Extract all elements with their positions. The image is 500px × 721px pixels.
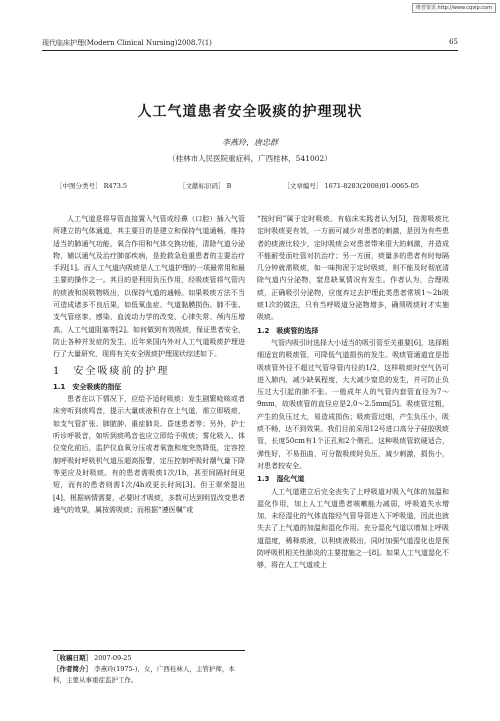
- received-label: ［收稿日期］: [53, 654, 92, 662]
- section-heading-1: 1 安全吸痰前的护理: [53, 365, 170, 377]
- author-bio: [53, 664, 245, 686]
- page-number: 65: [449, 38, 458, 46]
- subsection-heading-1-2: 1.2 吸痰管的选择: [257, 326, 319, 335]
- watermark-stamp: 维普资讯 http://www.cqvip.com: [412, 3, 496, 13]
- author-bio-label: ［作者简介］: [53, 665, 92, 673]
- footnote: [53, 650, 245, 686]
- author-bio-value: 李燕玲(1975-)，女，广西桂林人，主管护师，本科，主要从事重症监护工作。: [53, 665, 235, 684]
- paragraph-1-2: 气管内吸引时选择大小适当的吸引管至关重要[6]，选择粗细适宜的吸痰管，可降低气道损伤的发生。吸痰管通道宜是指吸痰管外径不超过气管导管内径的1/2，这样吸痰时空气仍可进入肺内，减少缺氧程度，大大减少窒息的发生，并可防止负压过大引起的肺不张。一般成年人的气管内套管直径为7～9mm，故吸痰管的直径应是2.0～2.5mm[5]。吸痰管过粗，产生的负压过大，易造成损伤；吸痰管过细，产生负压小，吸痰不畅，达不到效果。我们目前采用12号进口高分子硅胶吸痰管，长度50cm有1个正孔和2个侧孔，这种吸痰管软硬适合，弹性好，不易扭曲，可分散吸痰时负压，减少刺激，损伤小，对患者较安全。: [257, 338, 449, 470]
- paragraph-1-1: 患者在以下情况下，应给予适时吸痰：发生剧繁呛咳或者床旁听到痰鸣音，提示大量痰液积存在上气道，需立即吸痰，如支气管扩张、肺脓肿、重症肺炎、昏迷患者等；另外，护士听诊呼吸音，如听到痰鸣音也应立即给予吸痰；雾化吸入、体位变化前后，监护仪血氧分压或者氧饱和度突然降低，定容控制呼吸时呼吸机气道压超高报警，定压控制呼吸时潮气量下降等更应及时吸痰。有的患者需吸痰1次/1h，甚至间隔时间更短，而有的患者则需1次/4h或更长时间[3]。但王翠荣提出[4]，根据病情需要，必要时才吸痰，多数可达到明显改变患者通气的效果，属按需吸痰；而根据“遵医嘱”或: [53, 395, 245, 514]
- right-column: [257, 213, 449, 572]
- clc-number: ［中图分类号］ R473.5: [56, 182, 128, 190]
- author-affiliation: （桂林市人民医院重症科，广西桂林，541002）: [168, 154, 332, 163]
- subsection-heading-1-1: 1.1 安全吸痰的指征: [53, 382, 122, 391]
- document-code: ［文献标识码］ B: [179, 182, 232, 190]
- article-title: 人工气道患者安全吸痰的护理现状: [137, 104, 363, 120]
- intro-paragraph: 人工气道是将导管直接置入气管或经鼻（口腔）插入气管所建立的气体通道，其主要目的是建立和保持气道通畅，维持适当的肺通气功能，氧合作用和气体交换功能，清除气道分泌物，辅以通气及治疗肺部疾病，是抢救急危重患者的主要治疗手段[1]。而人工气道内吸痰是人工气道护理的一项最常用和最主要的操作之一。其目的是利用负压作用，经吸痰管将气管内的痰液和误吸物吸出，以保持气道的通畅。如果吸痰方法不当可造成诸多不良后果，如低氧血症、气道黏膜损伤、肺不张、支气管痉挛、感染、血流动力学的改变、心律失常、颅内压增高、人工气道阻塞等[2]。如何做到有效吸痰，保证患者安全，防止各种并发症的发生，近年来国内外对人工气道吸痰护理进行了大量研究，现将有关安全吸痰护理现状综述如下。: [53, 215, 245, 359]
- left-column: [53, 213, 245, 516]
- received-value: 2007-09-25: [94, 654, 132, 662]
- paragraph-1-3: 人工气道建立后完全丧失了上呼吸道对吸入气体的加温和湿化作用，加上人工气道患者咳嗽能力减弱，呼吸道失水增加，未经湿化的气体直接经气管导管进入下呼吸道，因此也就失去了上气道的加温和湿化作用。充分湿化气道以增加上呼吸道湿度，稀释痰液，以利痰液吸出，同时加强气道湿化也是预防呼吸机相关性肺炎的主要措施之一[8]。如果人工气道湿化不够，将在人工气道或上: [257, 487, 449, 570]
- received-date: [53, 653, 245, 664]
- classification-row: [56, 181, 460, 190]
- subsection-heading-1-3: 1.3 湿化气道: [257, 475, 305, 484]
- journal-name: 现代临床护理(Modern Clinical Nursing)2008.7(1): [42, 39, 212, 47]
- article-authors: 李燕玲，唐忠群: [222, 138, 278, 147]
- paragraph-continued: “按时间”属于定时吸痰。有临床实践者认为[5]，按需吸痰比定时吸痰更有效，一方面可减少对患者的刺激，是因为有些患者的痰液比较少，定时吸痰会对患者带来很大的刺激，并造成不能耐受而吐管对抗治疗；另一方面，痰量多的患者有时每隔几分钟就需吸痰，如一味拘泥于定时吸痰，则不能及时彻底清除气道内分泌物，窒息缺氧情况有发生。作者认为，合理吸痰，正确吸引分泌物，应度弃过去护理此类患者常规1～2h吸痰1次的做法，只有当呼吸道分泌物增多，确须吸痰时才实施吸痰。: [257, 215, 449, 322]
- article-id: ［文章编号］ 1671-8283(2008)01-0065-05: [283, 182, 419, 190]
- running-head: [42, 38, 458, 51]
